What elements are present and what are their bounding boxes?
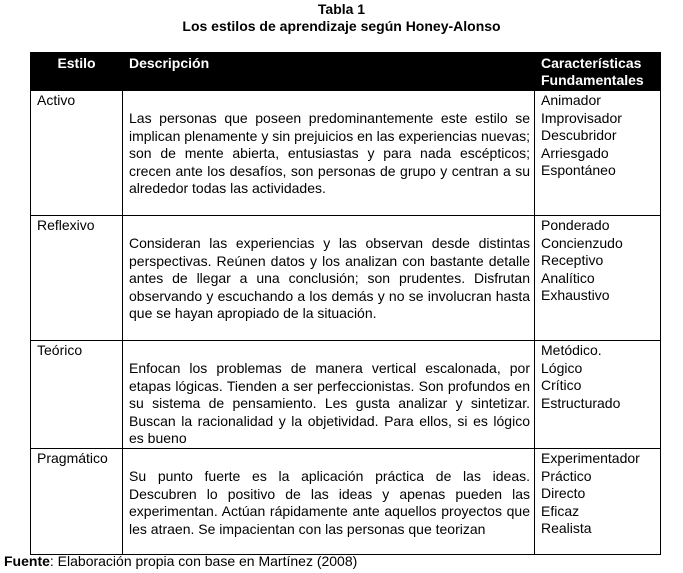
caracteristica-item: Realista — [541, 520, 592, 537]
source-note — [4, 553, 357, 569]
header-row — [31, 53, 661, 91]
caracteristicas-cell — [535, 91, 661, 216]
caracteristica-item: Directo — [541, 485, 586, 502]
header-estilo: Estilo — [31, 53, 123, 91]
source-text: : Elaboración propia con base en Martínez (2008) — [49, 553, 358, 569]
caracteristica-item: Eficaz — [541, 502, 580, 519]
header-caracteristicas: Características Fundamentales — [535, 53, 661, 91]
table-number: Tabla 1 — [317, 1, 366, 17]
caracteristica-item: Improvisador — [541, 109, 622, 126]
estilo-cell: Activo — [31, 91, 123, 216]
table-row — [31, 448, 661, 554]
caracteristica-item: Lógico — [541, 359, 583, 376]
table-row — [31, 216, 661, 341]
caracteristica-item: Metódico. — [541, 342, 602, 358]
caracteristica-item: Ponderado — [541, 217, 610, 233]
table-title: Los estilos de aprendizaje según Honey-Alonso — [182, 18, 501, 34]
descripcion-cell: Las personas que poseen predominantemente este estilo se implican plenamente y sin prejuicios en las experiencias nuevas; son de mente abierta, entusiastas y para nada escépticos; crecen ante los desafíos, son personas de grupo y centran a su alrededor todas las actividades. — [123, 91, 535, 216]
descripcion-cell: Enfocan los problemas de manera vertical escalonada, por etapas lógicas. Tienden a ser perfeccionistas. Son profundos en su sistema de pensamiento. Les gusta analizar y sintetizar. Buscan la racionalidad y la objetividad. Para ellos, si es lógico es bueno — [123, 341, 535, 449]
caracteristica-item: Práctico — [541, 467, 592, 484]
caracteristicas-cell — [535, 448, 661, 554]
caracteristicas-cell — [535, 341, 661, 449]
caracteristica-item: Espontáneo — [541, 162, 616, 179]
descripcion-cell: Consideran las experiencias y las observan desde distintas perspectivas. Reúnen datos y los analizan con bastante detalle antes de llegar a una conclusión; son prudentes. Disfrutan observando y escuchando a los demás y no se involucran hasta que se hayan apropiado de la situación. — [123, 216, 535, 341]
table-row — [31, 91, 661, 216]
table-row — [31, 341, 661, 449]
estilo-cell: Teórico — [31, 341, 123, 449]
caracteristica-item: Receptivo — [541, 252, 604, 269]
estilo-cell: Pragmático — [31, 448, 123, 554]
caracteristica-item: Analítico — [541, 269, 595, 286]
learning-styles-table — [30, 52, 661, 555]
caracteristica-item: Crítico — [541, 377, 582, 394]
source-label: Fuente — [4, 553, 50, 569]
caracteristica-item: Experimentador — [541, 449, 640, 466]
caracteristica-item: Descubridor — [541, 127, 617, 144]
caracteristica-item: Arriesgado — [541, 144, 609, 161]
header-descripcion: Descripción — [123, 53, 535, 91]
caracteristicas-cell — [535, 216, 661, 341]
caracteristica-item: Estructurado — [541, 394, 621, 411]
descripcion-cell: Su punto fuerte es la aplicación práctica de las ideas. Descubren lo positivo de las ideas y apenas pueden las experimentan. Actúan rápidamente ante aquellos proyectos que les atraen. Se impacientan con las personas que teorizan — [123, 448, 535, 554]
caracteristica-item: Animador — [541, 92, 601, 108]
caracteristica-item: Exhaustivo — [541, 287, 610, 304]
caracteristica-item: Concienzudo — [541, 234, 623, 251]
estilo-cell: Reflexivo — [31, 216, 123, 341]
